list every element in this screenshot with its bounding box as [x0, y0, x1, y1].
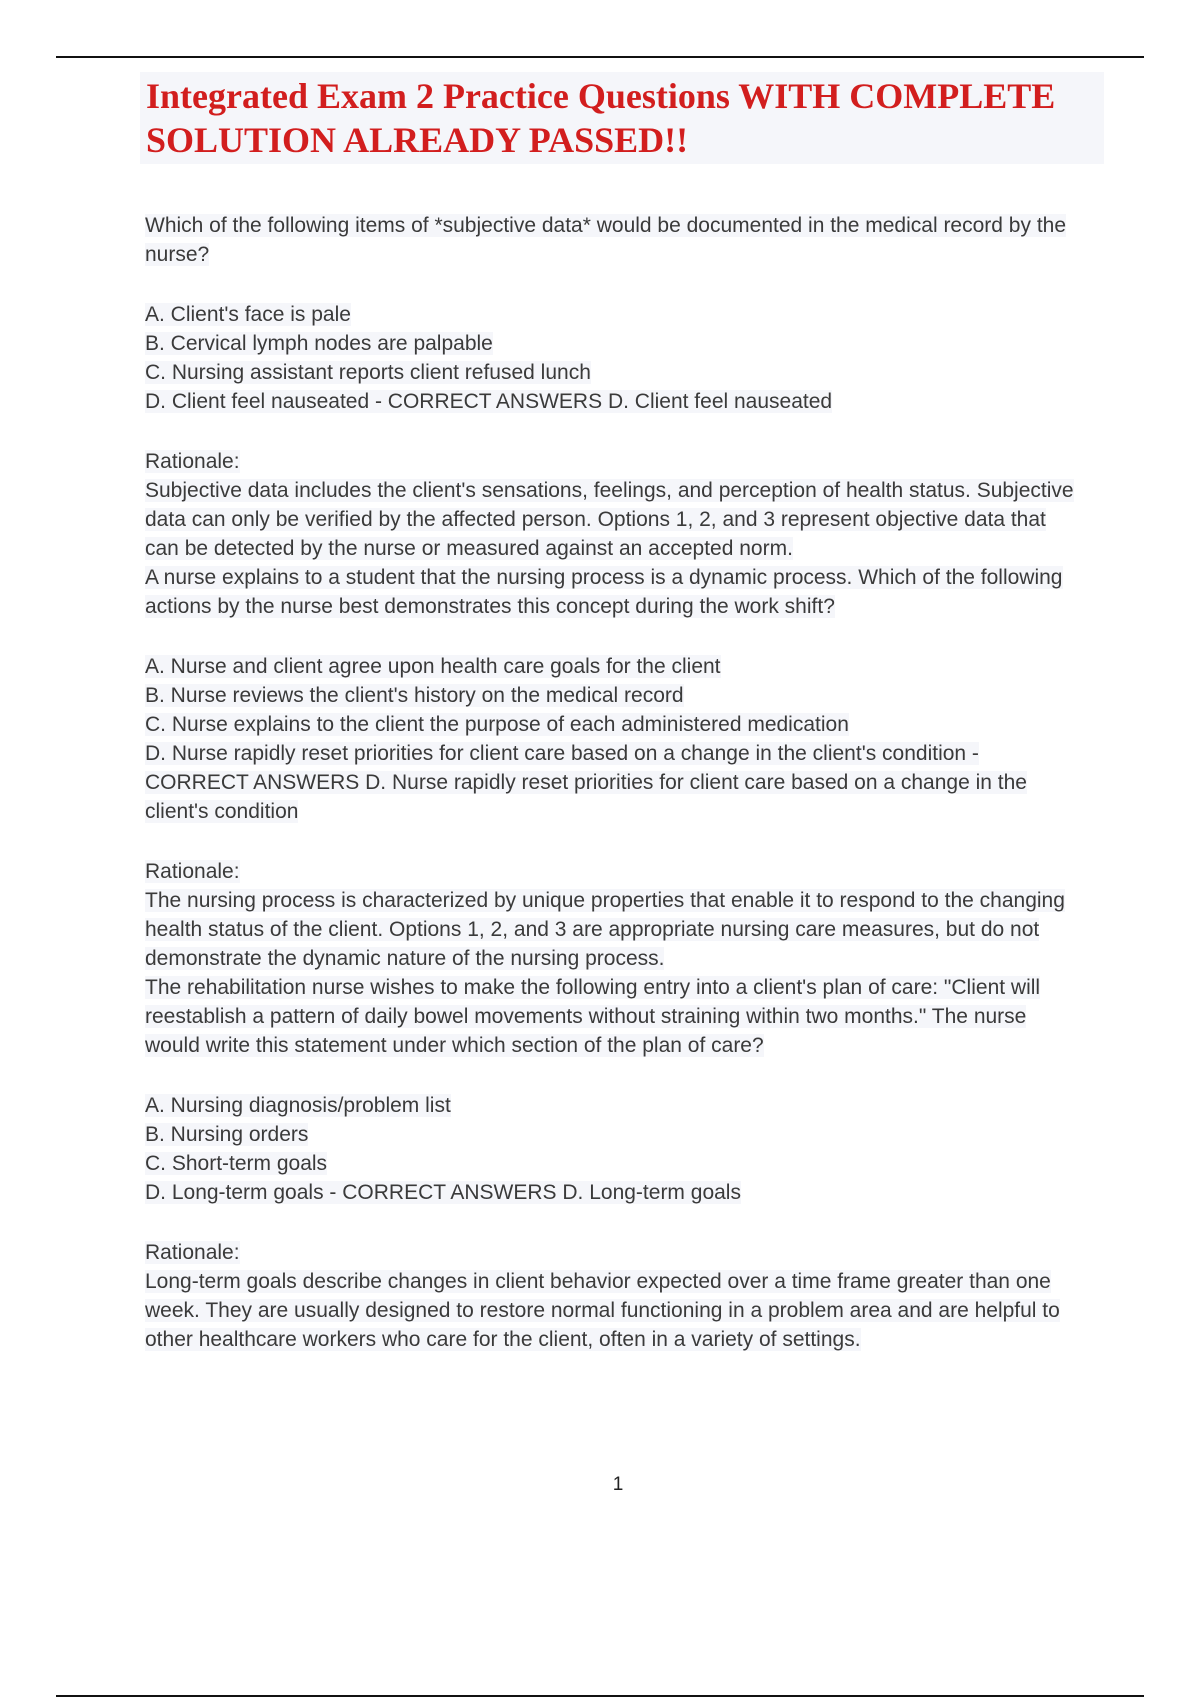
question-2-stem: A nurse explains to a student that the nursing process is a dynamic process. Which of the following actions by the nurse best demonstrates this concept during the work shift? — [145, 566, 1063, 618]
question-3-option-b: B. Nursing orders — [145, 1123, 309, 1146]
question-2-option-c: C. Nurse explains to the client the purpose of each administered medication — [145, 713, 849, 736]
question-1-option-c: C. Nursing assistant reports client refused lunch — [145, 361, 591, 384]
question-1-stem: Which of the following items of *subjective data* would be documented in the medical record by the nurse? — [145, 214, 1067, 266]
question-3-option-a: A. Nursing diagnosis/problem list — [145, 1094, 451, 1117]
question-3-option-c: C. Short-term goals — [145, 1152, 328, 1175]
question-1-rationale-label: Rationale: — [145, 450, 240, 473]
question-1-rationale: Subjective data includes the client's sensations, feelings, and perception of health status. Subjective data can only be verified by the affected person. Options 1, 2, and 3 represent objective data that can be detected by the nurse or measured against an accepted norm. — [145, 479, 1074, 560]
question-1-option-b: B. Cervical lymph nodes are palpable — [145, 332, 493, 355]
document-title: Integrated Exam 2 Practice Questions WITH COMPLETE SOLUTION ALREADY PASSED!! — [140, 72, 1104, 164]
question-3-rationale-label: Rationale: — [145, 1241, 240, 1264]
bottom-rule — [56, 1695, 1144, 1697]
question-3-rationale: Long-term goals describe changes in client behavior expected over a time frame greater than one week. They are usually designed to restore normal functioning in a problem area and are helpful to other healthcare workers who care for the client, often in a variety of settings. — [145, 1270, 1060, 1351]
page-number: 1 — [612, 1474, 624, 1495]
question-2-option-a: A. Nurse and client agree upon health care goals for the client — [145, 655, 721, 678]
question-1-option-d: D. Client feel nauseated - CORRECT ANSWERS D. Client feel nauseated — [145, 390, 833, 413]
question-3-stem: The rehabilitation nurse wishes to make the following entry into a client's plan of care: "Client will reestablish a pattern of daily bowel movements without straining within two months." The nurse would write this statement under which section of the plan of care? — [145, 976, 1041, 1057]
question-2-option-d: D. Nurse rapidly reset priorities for client care based on a change in the client's condition - CORRECT ANSWERS D. Nurse rapidly reset priorities for client care based on a change in the client's condition — [145, 742, 1027, 823]
document-body — [145, 211, 1085, 1354]
question-2-rationale: The nursing process is characterized by unique properties that enable it to respond to the changing health status of the client. Options 1, 2, and 3 are appropriate nursing care measures, but do not demonstrate the dynamic nature of the nursing process. — [145, 889, 1065, 970]
question-3-option-d: D. Long-term goals - CORRECT ANSWERS D. Long-term goals — [145, 1181, 741, 1204]
top-rule — [56, 56, 1144, 58]
question-1-option-a: A. Client's face is pale — [145, 303, 351, 326]
question-2-option-b: B. Nurse reviews the client's history on the medical record — [145, 684, 684, 707]
question-2-rationale-label: Rationale: — [145, 860, 240, 883]
